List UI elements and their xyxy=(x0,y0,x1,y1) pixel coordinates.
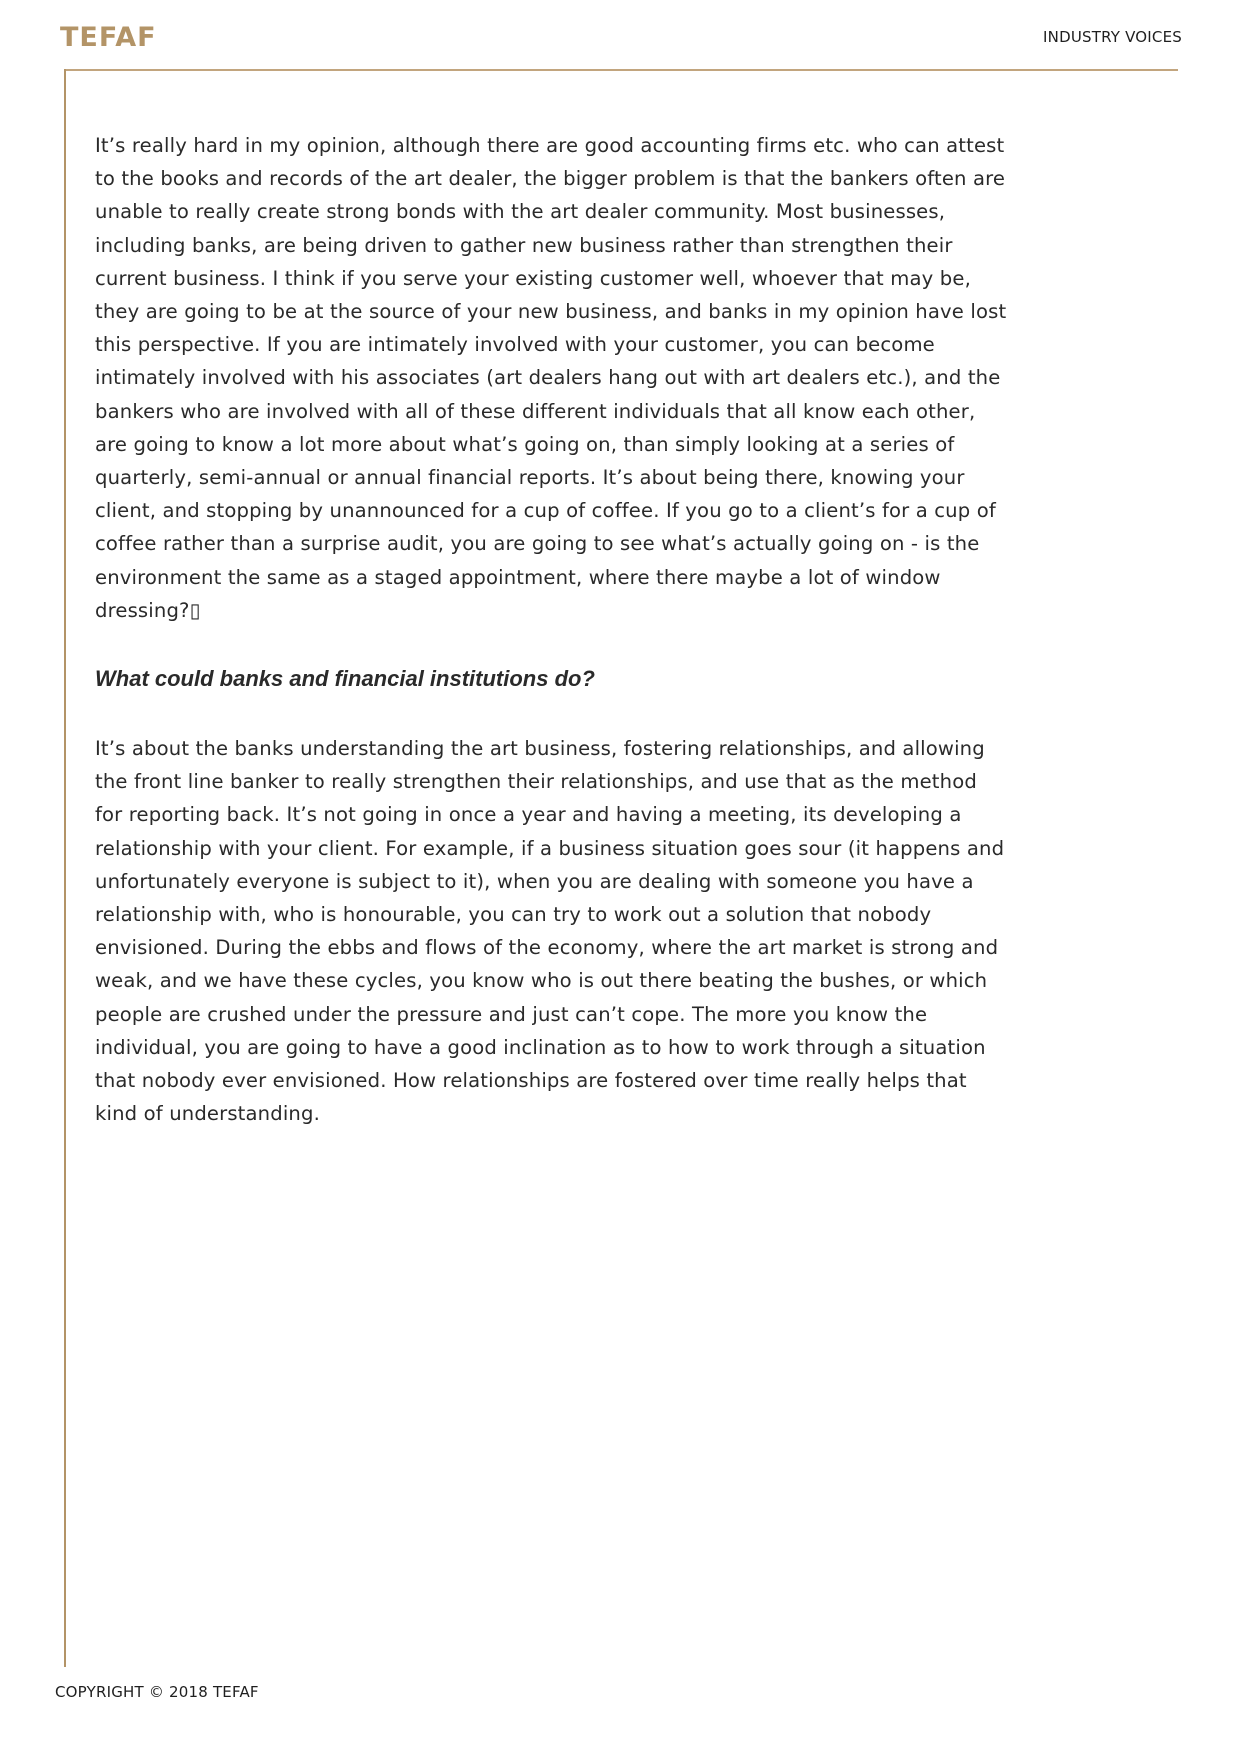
tefaf-logo: TEFAF xyxy=(60,22,157,53)
left-margin-rule xyxy=(64,69,66,1667)
section-label: INDUSTRY VOICES xyxy=(1043,28,1182,46)
article-body xyxy=(95,129,1010,1130)
question-heading: What could banks and financial institutions do? xyxy=(95,666,595,692)
article-paragraph: It’s about the banks understanding the art business, fostering relationships, and allowing the front line banker to really strengthen their relationships, and use that as the method for reporting back. It’s not going in once a year and having a meeting, its developing a relationship with your client. For example, if a business situation goes sour (it happens and unfortunately everyone is subject to it), when you are dealing with someone you have a relationship with, who is honourable, you can try to work out a solution that nobody envisioned. During the ebbs and flows of the economy, where the art market is strong and weak, and we have these cycles, you know who is out there beating the bushes, or which people are crushed under the pressure and just can’t cope. The more you know the individual, you are going to have a good inclination as to how to work through a situation that nobody ever envisioned. How relationships are fostered over time really helps that kind of understanding. xyxy=(95,737,1005,1126)
copyright-footer: COPYRIGHT © 2018 TEFAF xyxy=(55,1683,259,1701)
header-divider xyxy=(64,69,1178,71)
article-paragraph: It’s really hard in my opinion, although there are good accounting firms etc. who can attest to the books and records of the art dealer, the bigger problem is that the bankers often are unable to really create strong bonds with the art dealer community. Most businesses, including banks, are being driven to gather new business rather than strengthen their current business. I think if you serve your existing customer well, whoever that may be, they are going to be at the source of your new business, and banks in my opinion have lost this perspective. If you are intimately involved with your customer, you can become intimately involved with his associates (art dealers hang out with art dealers etc.), and the bankers who are involved with all of these different individuals that all know each other, are going to know a lot more about what’s going on, than simply looking at a series of quarterly, semi-annual or annual financial reports. It’s about being there, knowing your client, and stopping by unannounced for a cup of coffee. If you go to a client’s for a cup of coffee rather than a surprise audit, you are going to see what’s actually going on - is the environment the same as a staged appointment, where there maybe a lot of window dressing?▯ xyxy=(95,134,1007,622)
